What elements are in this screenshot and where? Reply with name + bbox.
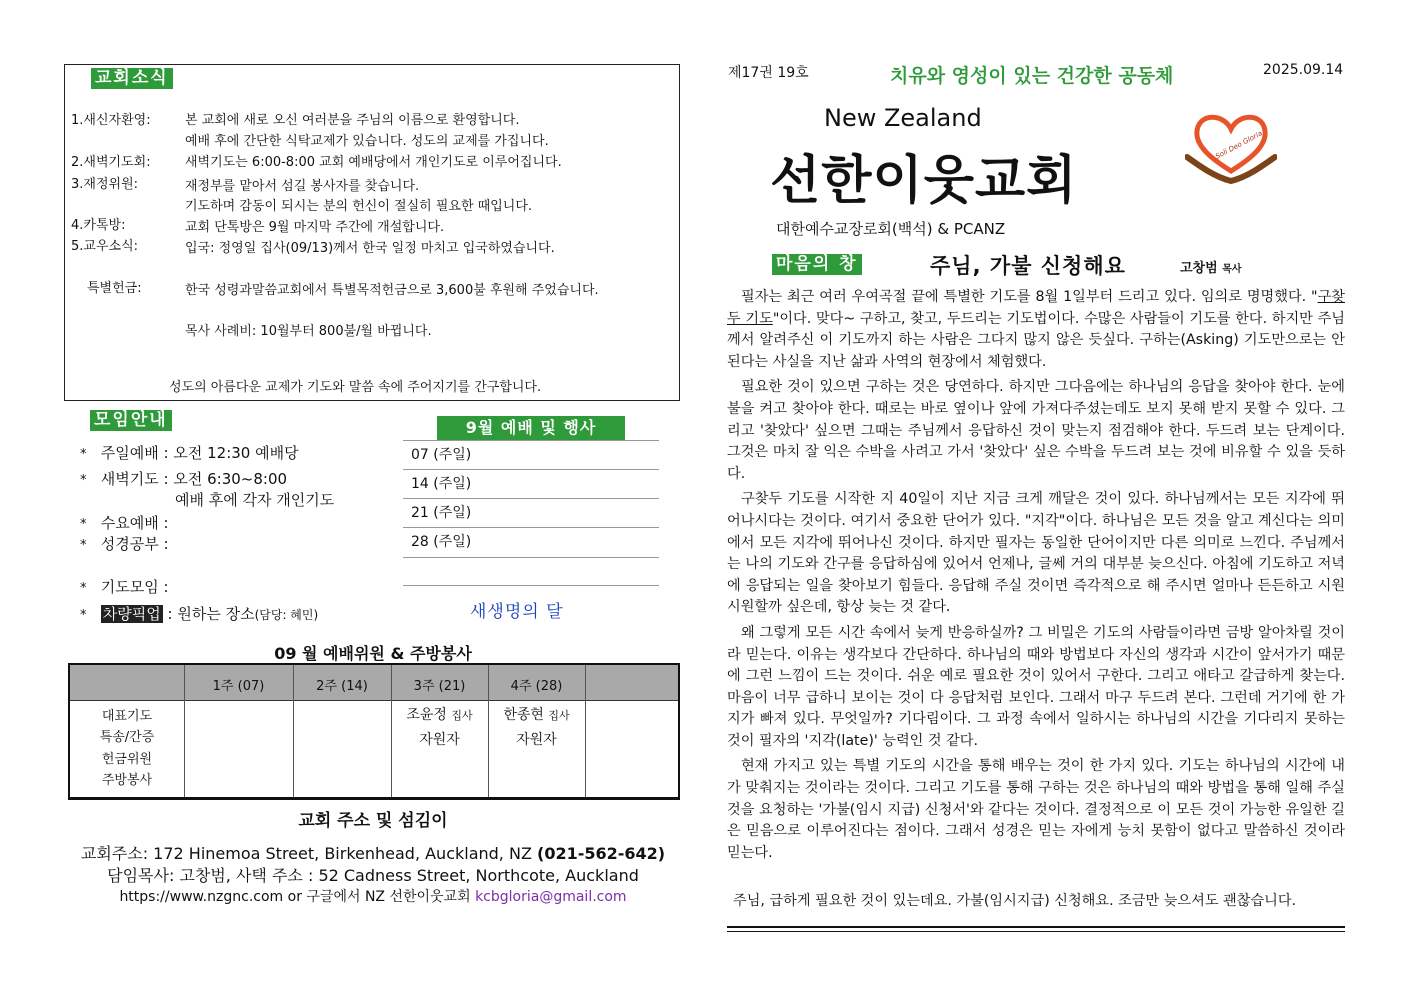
table-divider	[585, 665, 586, 797]
event-date: 21 (주일)	[411, 505, 472, 521]
paragraph-text: "이다. 맞다~ 구하고, 찾고, 두드리는 기도법이다. 수많은 사람들이 기도를 한다. 하지만 주님께서 알려주신 이 기도까지 하는 사람은 그다지 많지 않은 듯싶다. 구하는(Asking) 기도만으로는 안 된다는 사실을 지난 삶과 사역의 현장에서 체험했다.	[727, 310, 1345, 370]
volunteer-label: 자원자	[516, 732, 557, 748]
asterisk-icon: *	[80, 581, 87, 596]
article-paragraph: 왜 그렇게 모든 시간 속에서 늦게 반응하실까? 그 비밀은 기도의 사람들이라면 금방 알아차릴 것이라 믿는다. 이유는 생각보다 간단하다. 하나님의 때와 방법보다 자신의 생각과 시간이 앞서가기 때문에 그런 느낌이 드는 것이다. 쉬운 예로 필요한 것이 있어서 구한다. 그리고 애타고 갈급하게 찾는다. 마음이 너무 급하니 보이는 것이 다 응답처럼 보인다. 그래서 마구 두드려 본다. 그런데 거기에 한 가지가 빠져 있다. 무엇일까? 기다림이다. 그 과정 속에서 일하시는 하나님의 시간을 기다리지 못하는 것이 필자의 '지각(late)' 능력인 것 같다.	[727, 624, 1345, 749]
news-item-label: 3.재정위원:	[71, 177, 139, 192]
september-event-row	[403, 527, 659, 556]
article-paragraph	[727, 287, 1345, 373]
meetings-title: 모임안내	[90, 410, 172, 431]
asterisk-icon: *	[80, 608, 87, 623]
table-header-week3: 3주 (21)	[413, 679, 466, 694]
meeting-text: :	[163, 514, 169, 532]
table-header-week1: 1주 (07)	[212, 679, 265, 694]
column-label: 마음의 창	[772, 254, 862, 275]
role-label: 대표기도	[101, 709, 153, 724]
meeting-label: 차량픽업	[102, 605, 161, 623]
article-closing: 주님, 급하게 필요한 것이 있는데요. 가불(임시지급) 신청해요. 조금만 늦으셔도 괜찮습니다.	[733, 893, 1297, 909]
volume-number: 제17권 19호	[728, 65, 809, 81]
meeting-label: 주일예배	[100, 444, 159, 462]
asterisk-icon: *	[80, 447, 87, 462]
table-header-week2: 2주 (14)	[316, 679, 368, 694]
volunteer-label: 자원자	[419, 732, 460, 748]
table-header-week4: 4주 (28)	[510, 679, 563, 694]
september-event-row	[403, 585, 659, 586]
event-date: 28 (주일)	[411, 534, 472, 550]
address-line-pastor: 담임목사: 고창범, 사택 주소 : 52 Cadness Street, Northcote, Auckland	[107, 866, 639, 885]
event-date: 07 (주일)	[411, 447, 472, 463]
news-item-label: 2.새벽기도회:	[71, 155, 151, 170]
news-item-label: 5.교우소식:	[71, 239, 139, 254]
news-item-label: 4.카톡방:	[71, 218, 126, 233]
person-name: 조윤정	[406, 707, 447, 723]
person-title: 집사	[548, 709, 570, 722]
role-label: 특송/간증	[99, 730, 155, 745]
church-name: 선한이웃교회	[770, 151, 1078, 211]
article-body	[727, 287, 1345, 868]
church-logo	[1185, 107, 1277, 187]
meeting-text: :	[163, 535, 169, 553]
asterisk-icon: *	[80, 538, 87, 553]
news-item-text: 예배 후에 간단한 식탁교제가 있습니다. 성도의 교제를 가집니다.	[185, 134, 549, 149]
address-title: 교회 주소 및 섬김이	[298, 811, 448, 831]
church-address: 교회주소: 172 Hinemoa Street, Birkenhead, Auckland, NZ	[80, 844, 532, 863]
news-item-label: 1.새신자환영:	[71, 113, 151, 128]
meeting-item	[80, 512, 169, 533]
article-paragraph: 필요한 것이 있으면 구하는 것은 당연하다. 하지만 그다음에는 하나님의 응답을 찾아야 한다. 눈에 불을 켜고 찾아야 한다. 때로는 바로 옆이나 앞에 가져다주셨는데도 보지 못해 받지 못할 수 있다. 그리고 '찾았다' 싶으면 그때는 주님께서 응답하신 것이 맞는지 점검해야 한다. 두드려 보는 단계이다. 그것은 마치 잘 익은 수박을 사려고 가서 '찾았다' 싶은 수박을 두드려 보는 것에 비유할 수 있을 듯하다.	[727, 379, 1345, 482]
news-item-text: 목사 사례비: 10월부터 800불/월 바뀝니다.	[185, 324, 432, 339]
week3-prayer-cell	[391, 703, 488, 752]
author-title: 목사	[1222, 264, 1242, 275]
meeting-label: 성경공부	[100, 535, 159, 553]
author-name: 고창범	[1180, 261, 1218, 276]
logo-text: Soli Deo Gloria	[1214, 129, 1264, 161]
meeting-item	[80, 442, 299, 463]
meeting-text: : 원하는 장소	[167, 605, 255, 623]
meeting-label: 수요예배	[100, 514, 159, 532]
news-item-text: 입국: 정영일 집사(09/13)께서 한국 일정 마치고 입국하였습니다.	[185, 241, 555, 256]
meeting-text: :	[163, 578, 169, 596]
meeting-note: (담당: 혜민)	[254, 608, 319, 622]
column-title: 주님, 가불 신청해요	[930, 254, 1126, 278]
september-event-row	[403, 557, 659, 558]
web-search-hint: or 구글에서 NZ 선한이웃교회	[287, 889, 471, 905]
asterisk-icon: *	[80, 473, 87, 488]
issue-date: 2025.09.14	[1263, 62, 1344, 78]
address-line-web	[68, 886, 678, 906]
church-news-title: 교회소식	[91, 68, 173, 89]
meeting-item	[80, 576, 169, 597]
meeting-item	[80, 533, 169, 554]
paragraph-text: 필자는 최근 여러 우여곡절 끝에 특별한 기도를 8월 1일부터 드리고 있다. 임의로 명명했다. "	[741, 289, 1318, 305]
worship-table-title: 09 월 예배위원 & 주방봉사	[274, 644, 472, 663]
event-date: 14 (주일)	[411, 476, 472, 492]
email-link[interactable]: kcbgloria@gmail.com	[475, 889, 627, 905]
church-motto: 치유와 영성이 있는 건강한 공동체	[890, 65, 1174, 87]
news-item-text: 한국 성령과말씀교회에서 특별목적헌금으로 3,600불 후원해 주었습니다.	[185, 283, 599, 298]
news-item-text: 교회 단톡방은 9월 마지막 주간에 개설합니다.	[185, 220, 445, 235]
divider-line	[727, 926, 1345, 928]
church-news-box	[64, 64, 680, 401]
divider-line	[727, 931, 1345, 932]
meeting-label: 기도모임	[100, 578, 159, 596]
role-label: 주방봉사	[101, 773, 153, 788]
address-line-church	[68, 841, 678, 864]
news-footer: 성도의 아름다운 교제가 기도와 말씀 속에 주어지기를 간구합니다.	[169, 380, 542, 395]
article-paragraph: 현재 가지고 있는 특별 기도의 시간을 통해 배우는 것이 한 가지 있다. 기도는 하나님의 시간에 내가 맞춰지는 것이라는 것이다. 그리고 기도를 통해 구하는 것은 하나님의 때와 방법을 통해 일해 주실 것을 요청하는 '가불(임시 지급) 신청서'와 같다는 것이다. 결정적으로 이 모든 것이 가능한 유일한 길은 믿음으로 이루어진다는 점이다. 그래서 성경은 믿는 자에게 능치 못함이 없다고 말씀하신 것이라 믿는다.	[727, 758, 1345, 861]
person-title: 집사	[451, 709, 473, 722]
september-event-row	[403, 440, 659, 469]
website-link[interactable]: https://www.nzgnc.com	[119, 889, 284, 905]
asterisk-icon: *	[80, 517, 87, 532]
meeting-label: 새벽기도	[100, 470, 159, 488]
news-item-text: 재정부를 맡아서 섬길 봉사자를 찾습니다.	[185, 179, 420, 194]
meeting-text: : 오전 6:30~8:00	[163, 470, 288, 488]
meeting-text: : 오전 12:30 예배당	[163, 444, 299, 462]
article-paragraph: 구찾두 기도를 시작한 지 40일이 지난 지금 크게 깨달은 것이 있다. 하나님께서는 모든 지각에 뛰어나시다는 것이다. 여기서 중요한 단어가 있다. "지각"이다. 하나님은 모든 것을 알고 계신다는 의미에서 모든 지각에 뛰어나신 것이다. 하지만 필자는 동일한 단어이지만 다른 의미로 느낀다. 주님께서는 나의 기도와 간구를 응답하심에 있어서 언제나, 글쎄 거의 대부분 늦으신다. 아침에 기도하고 저녁에 응답되는 일을 찾아보기 힘들다. 응답해 주실 것이면 즉각적으로 해 주시면 얼마나 든든하고 시원시원할까 싶은데, 항상 늦는 것 같다.	[727, 491, 1345, 616]
person-name: 한종현	[503, 707, 544, 723]
news-item-label: 특별헌금:	[87, 281, 142, 296]
september-events-title: 9월 예배 및 행사	[437, 416, 625, 440]
heart-hands-icon	[1185, 107, 1277, 187]
season-theme: 새생명의 달	[470, 602, 564, 622]
meeting-item	[80, 468, 287, 489]
worship-committee-table	[68, 663, 680, 800]
meeting-item	[80, 603, 318, 624]
week4-prayer-cell	[488, 703, 585, 752]
news-item-text: 기도하며 감동이 되시는 분의 헌신이 절실히 필요한 때입니다.	[185, 199, 533, 214]
denomination: 대한예수교장로회(백석) & PCANZ	[776, 220, 1006, 238]
church-phone: (021-562-642)	[537, 844, 666, 863]
underlined-term: 구찾두 기도	[727, 289, 1345, 327]
country-name: New Zealand	[824, 104, 982, 132]
news-item-text: 본 교회에 새로 오신 여러분을 주님의 이름으로 환영합니다.	[185, 113, 520, 128]
september-event-row	[403, 469, 659, 498]
september-event-row	[403, 498, 659, 527]
column-author	[1180, 257, 1242, 276]
news-item-text: 새벽기도는 6:00-8:00 교회 예배당에서 개인기도로 이루어집니다.	[185, 155, 562, 170]
meeting-subnote: 예배 후에 각자 개인기도	[175, 491, 335, 509]
role-label: 헌금위원	[101, 752, 153, 767]
